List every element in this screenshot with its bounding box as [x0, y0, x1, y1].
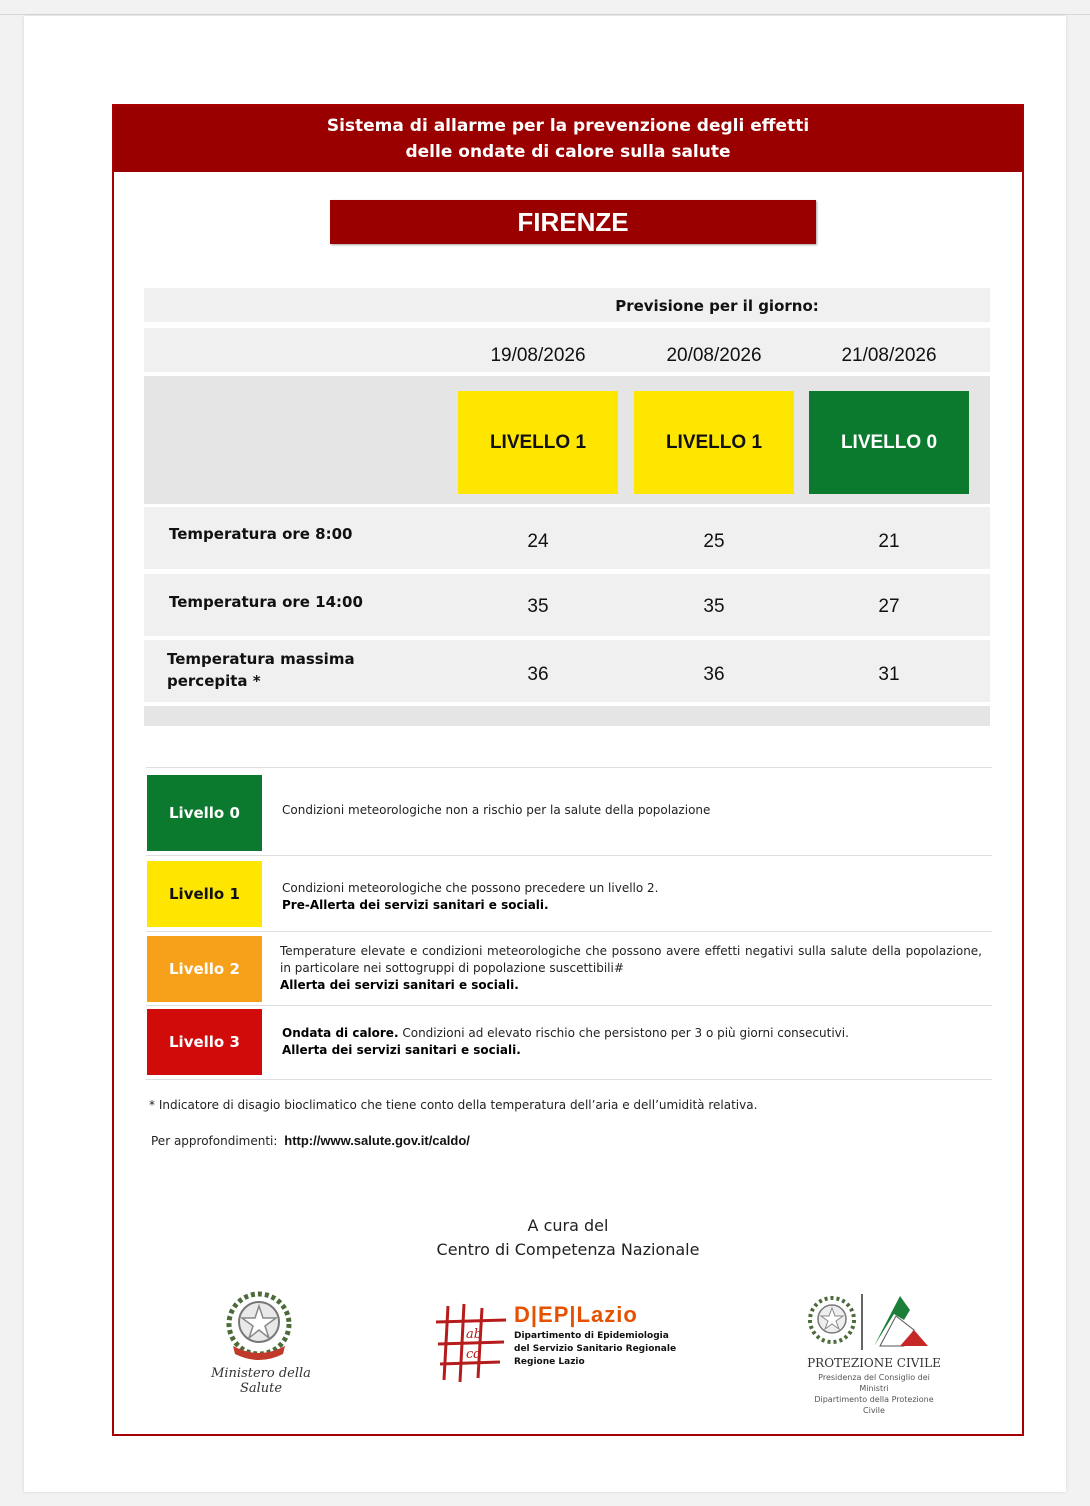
temp14-day1: 35 [527, 596, 549, 617]
legend-divider [146, 1005, 992, 1006]
pc-subtitle [804, 1372, 944, 1416]
pc-line2: Dipartimento della Protezione Civile [814, 1395, 934, 1415]
temp8-day2: 25 [703, 531, 725, 552]
legend-divider [146, 767, 992, 768]
pc-name: PROTEZIONE CIVILE [807, 1356, 941, 1370]
level-badge-day1: LIVELLO 1 [458, 391, 618, 494]
legend-level0-box: Livello 0 [147, 775, 262, 851]
protezione-civile-emblem-icon [804, 1290, 944, 1354]
forecast-caption: Previsione per il giorno: [615, 297, 819, 315]
header-banner [114, 106, 1022, 172]
legend-level2-action: Allerta dei servizi sanitari e sociali. [280, 978, 519, 992]
legend-level3-action: Allerta dei servizi sanitari e sociali. [282, 1043, 521, 1057]
level-badge-day2: LIVELLO 1 [634, 391, 794, 494]
bulletin-frame [112, 104, 1024, 1436]
tmax-day2: 36 [703, 664, 725, 685]
temp14-day2: 35 [703, 596, 725, 617]
levels-row [144, 376, 990, 504]
temp8-day3: 21 [878, 531, 900, 552]
legend-level3-desc [282, 1025, 984, 1042]
dep-lazio-name: D|EP|Lazio [514, 1302, 638, 1327]
tmax-label-line2: percepita * [167, 672, 261, 690]
header-title-line2: delle ondate di calore sulla salute [405, 142, 731, 162]
protezione-civile-logo [804, 1290, 944, 1415]
credits-line1: A cura del [527, 1216, 609, 1235]
legend-level1-text [282, 880, 984, 914]
italian-emblem-icon [199, 1288, 319, 1368]
date-day2: 20/08/2026 [666, 345, 762, 366]
ministry-caption: Ministero della Salute [211, 1366, 311, 1396]
dep-lazio-subtitle [514, 1330, 676, 1369]
tmax-day1: 36 [527, 664, 549, 685]
legend-divider [146, 855, 992, 856]
legend-level2-text [280, 943, 982, 994]
city-title: FIRENZE [330, 200, 816, 244]
table-footer-bar [144, 706, 990, 726]
legend-level0-text: Condizioni meteorologiche non a rischio per la salute della popolazione [282, 803, 711, 817]
temp8-row [144, 507, 990, 569]
temp14-label: Temperatura ore 14:00 [169, 593, 363, 611]
tmax-label-line1: Temperatura massima [167, 650, 355, 668]
svg-text:ab: ab [466, 1327, 483, 1342]
dep-line2: del Servizio Sanitario Regionale [514, 1344, 677, 1354]
tmax-day3: 31 [878, 664, 900, 685]
temp14-day3: 27 [878, 596, 900, 617]
level-badge-day3: LIVELLO 0 [809, 391, 969, 494]
svg-text:cd: cd [466, 1347, 482, 1362]
temp8-day1: 24 [527, 531, 549, 552]
more-info-label: Per approfondimenti: [151, 1134, 278, 1148]
dates-row [144, 328, 990, 372]
legend-level3-text [282, 1025, 984, 1059]
dep-line1: Dipartimento di Epidemiologia [514, 1331, 669, 1341]
ministry-logo [199, 1288, 319, 1396]
dep-lazio-logo [434, 1300, 694, 1390]
legend-level1-action: Pre-Allerta dei servizi sanitari e sociali. [282, 898, 549, 912]
footnote: * Indicatore di disagio bioclimatico che tiene conto della temperatura dell’aria e dell’umidità relativa. [149, 1098, 758, 1112]
more-info-link[interactable]: http://www.salute.gov.it/caldo/ [284, 1133, 470, 1148]
legend-divider [146, 931, 992, 932]
legend-level1-box: Livello 1 [147, 861, 262, 927]
tmax-label [167, 648, 355, 692]
legend-level2-box: Livello 2 [147, 936, 262, 1002]
legend-level1-desc: Condizioni meteorologiche che possono precedere un livello 2. [282, 881, 659, 895]
legend-level3-bold: Ondata di calore. [282, 1026, 399, 1040]
forecast-caption-row [144, 288, 990, 322]
date-day1: 19/08/2026 [490, 345, 586, 366]
legend-level3-desc-text: Condizioni ad elevato rischio che persistono per 3 o più giorni consecutivi. [402, 1026, 849, 1040]
tmax-row [144, 640, 990, 702]
legend-level3-box: Livello 3 [147, 1009, 262, 1075]
legend-divider [146, 1079, 992, 1080]
dep-lazio-mark-icon [434, 1300, 510, 1384]
temp8-label: Temperatura ore 8:00 [169, 525, 353, 543]
date-day3: 21/08/2026 [841, 345, 937, 366]
more-info [151, 1133, 470, 1148]
header-title-line1: Sistema di allarme per la prevenzione degli effetti [326, 116, 810, 136]
document-page [24, 16, 1066, 1492]
pc-line1: Presidenza del Consiglio dei Ministri [818, 1373, 930, 1393]
credits-line2: Centro di Competenza Nazionale [436, 1240, 700, 1259]
legend-level2-desc: Temperature elevate e condizioni meteorologiche che possono avere effetti negativi sulla salute della popolazione, in particolare nei sottogruppi di popolazione suscettibili# [280, 944, 982, 975]
top-divider [0, 14, 1090, 15]
dep-line3: Regione Lazio [514, 1357, 585, 1367]
temp14-row [144, 574, 990, 636]
